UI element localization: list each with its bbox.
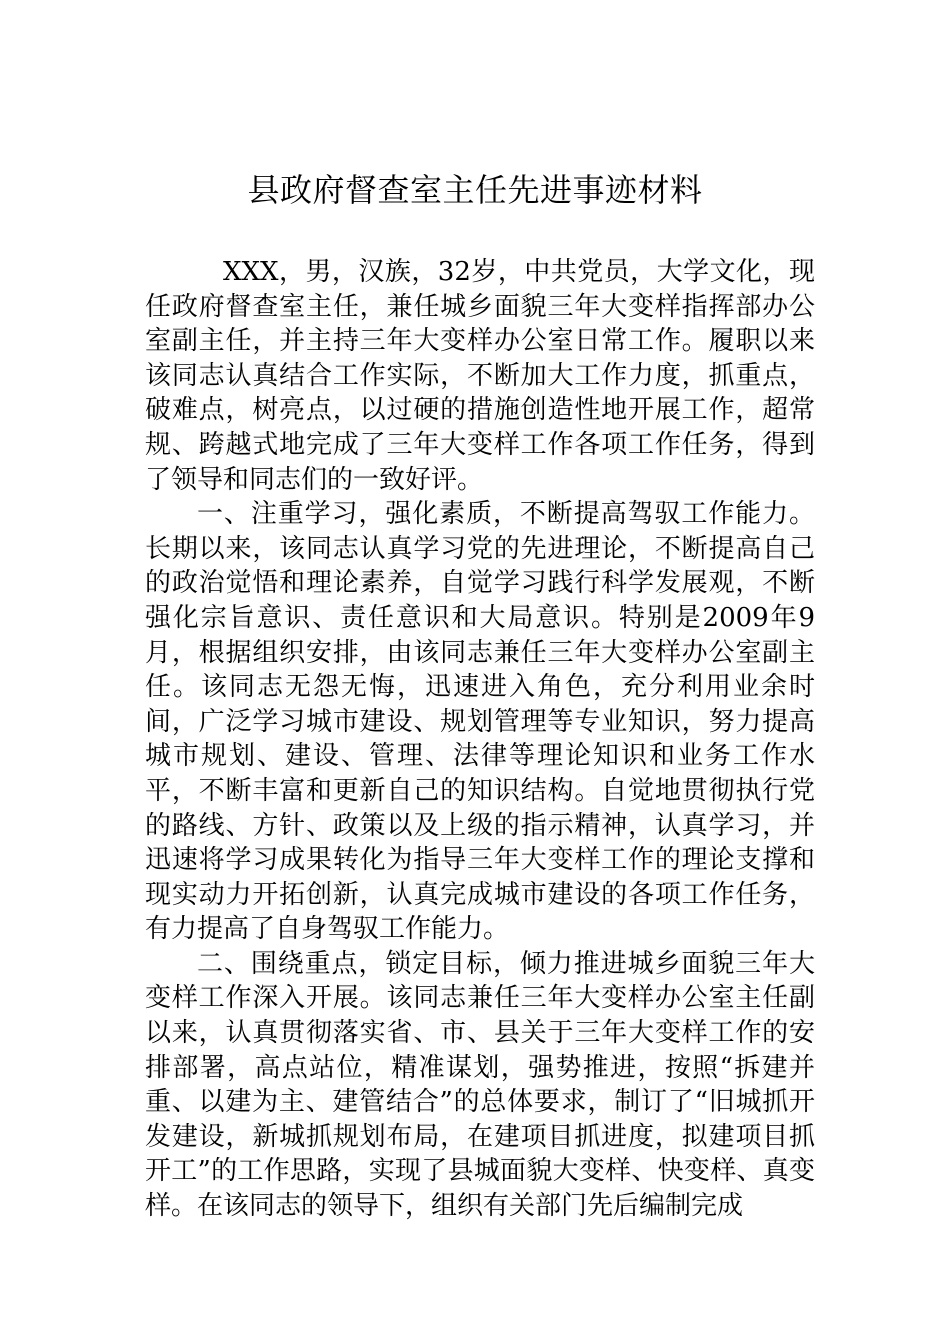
document-body <box>145 255 815 1224</box>
paragraph-section-2: 二、围绕重点，锁定目标，倾力推进城乡面貌三年大变样工作深入开展。该同志兼任三年大变样办公室主任副以来，认真贯彻落实省、市、县关于三年大变样工作的安排部署，高点站位，精准谋划，强势推进，按照“拆建并重、以建为主、建管结合”的总体要求，制订了“旧城抓开发建设，新城抓规划布局，在建项目抓进度，拟建项目抓开工”的工作思路，实现了县城面貌大变样、快变样、真变样。在该同志的领导下，组织有关部门先后编制完成 <box>145 948 815 1222</box>
paragraph-intro: XXX，男，汉族，32岁，中共党员，大学文化，现任政府督查室主任，兼任城乡面貌三年大变样指挥部办公室副主任，并主持三年大变样办公室日常工作。履职以来该同志认真结合工作实际，不断加大工作力度，抓重点，破难点，树亮点，以过硬的措施创造性地开展工作，超常规、跨越式地完成了三年大变样工作各项工作任务，得到了领导和同志们的一致好评。 <box>145 257 815 495</box>
document-title: 县政府督查室主任先进事迹材料 <box>247 171 703 209</box>
paragraph-section-1: 一、注重学习，强化素质，不断提高驾驭工作能力。长期以来，该同志认真学习党的先进理论，不断提高自己的政治觉悟和理论素养，自觉学习践行科学发展观，不断强化宗旨意识、责任意识和大局意识。特别是2009年9月，根据组织安排，由该同志兼任三年大变样办公室副主任。该同志无怨无悔，迅速进入角色，充分利用业余时间，广泛学习城市建设、规划管理等专业知识，努力提高城市规划、建设、管理、法律等理论知识和业务工作水平，不断丰富和更新自己的知识结构。自觉地贯彻执行党的路线、方针、政策以及上级的指示精神，认真学习，并迅速将学习成果转化为指导三年大变样工作的理论支撑和现实动力开拓创新，认真完成城市建设的各项工作任务，有力提高了自身驾驭工作能力。 <box>145 499 815 945</box>
